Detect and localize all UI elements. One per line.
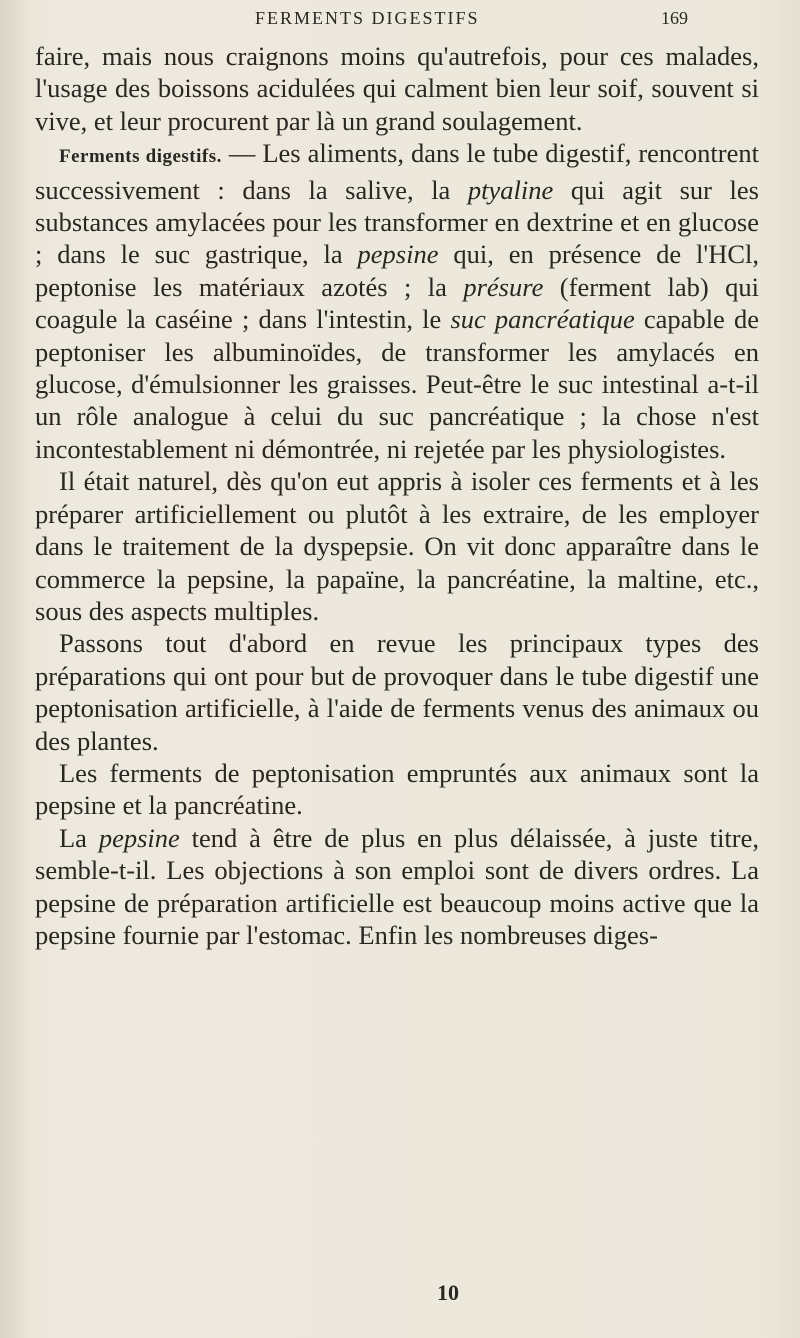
italic-term: pepsine	[357, 239, 439, 270]
text-run: qui, en présence de l'HCl, peptonise les matériaux azotés ; la	[35, 239, 759, 302]
page-number: 169	[661, 8, 688, 28]
signature-mark: 10	[437, 1280, 459, 1305]
running-title: FERMENTS DIGESTIFS	[255, 8, 480, 28]
italic-term: présure	[463, 271, 544, 302]
text-run: (ferment lab) qui coagule la caséine ; dans l'intestin, le	[35, 271, 759, 335]
text-run: qui agit sur les substances amylacées pour les transformer en dextrine et en glucose ; dans le suc gastrique, la	[35, 174, 759, 270]
paragraph	[35, 822, 759, 952]
paragraph	[35, 40, 759, 137]
running-header	[255, 8, 655, 29]
text-run: La	[59, 822, 99, 853]
paragraph	[35, 757, 759, 822]
paragraph	[35, 137, 759, 465]
text-run: Passons tout d'abord en revue les principaux types des préparations qui ont pour but de provoquer dans le tube digestif une peptonisation artificielle, à l'aide de ferments venus des animaux ou des plantes.	[35, 628, 759, 756]
text-run: Les ferments de peptonisation empruntés aux animaux sont la pepsine et la pancréatine.	[35, 757, 759, 821]
text-run: faire, mais nous craignons moins qu'autrefois, pour ces malades, l'usage des boissons acidulées qui calment bien leur soif, souvent si vive, et leur procurent par là un grand soulagement.	[35, 41, 759, 136]
body-text	[35, 40, 759, 951]
italic-term: pepsine	[98, 822, 180, 853]
italic-term: ptyaline	[467, 174, 554, 205]
text-run: tend à être de plus en plus délaissée, à juste titre, semble-t-il. Les objections à son emploi sont de divers ordres. La pepsine de préparation artificielle est beaucoup moins active que la pepsine fournie par l'estomac. Enfin les nombreuses diges-	[35, 822, 760, 950]
text-run: Il était naturel, dès qu'on eut appris à isoler ces ferments et à les préparer artificiellement ou plutôt à les extraire, de les employer dans le traitement de la dyspepsie. On vit donc apparaître dans le commerce la pepsine, la papaïne, la pancréatine, la maltine, etc., sous des aspects multiples.	[35, 466, 759, 626]
paragraph	[35, 627, 759, 757]
text-run: capable de peptoniser les albuminoïdes, de transformer les amylacés en glucose, d'émulsionner les graisses. Peut-être le suc intestinal a-t-il un rôle analogue à celui du suc pancréatique ; la chose n'est incontestablement ni démontrée, ni rejetée par les physiologistes.	[35, 304, 759, 464]
section-side-heading: Ferments digestifs.	[59, 146, 222, 168]
text-run: — Les aliments, dans le tube digestif, rencontrent successivement : dans la salive, la	[35, 138, 759, 205]
paragraph	[35, 465, 759, 627]
italic-term: suc pancréatique	[450, 304, 635, 335]
